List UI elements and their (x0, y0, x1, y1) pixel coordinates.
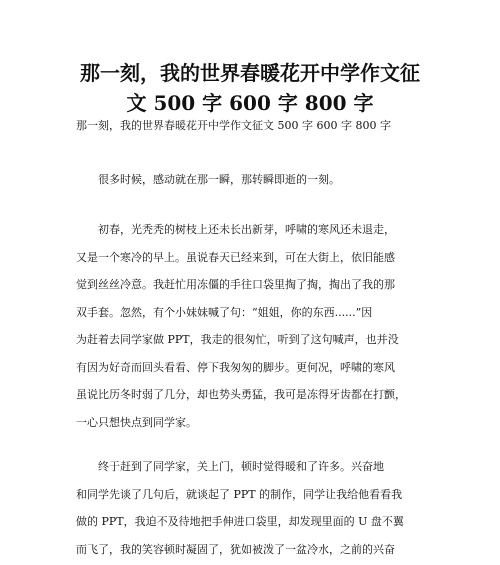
paragraph-line: 觉到丝丝冷意。我赶忙用冻僵的手往口袋里掏了掏，掏出了我的那 (76, 278, 395, 291)
paragraph-line: 终于赶到了同学家，关上门，顿时觉得暖和了许多。兴奋地 (76, 460, 384, 473)
paragraph-line: 虽说比历冬时弱了几分，却也势头勇猛，我可是冻得牙齿都在打颤， (76, 388, 406, 401)
paragraph (76, 216, 436, 436)
paragraph-line: 一心只想快点到同学家。 (76, 415, 197, 429)
paragraph-line: 又是一个寒冷的早上。虽说春天已经来到，可在大街上，依旧能感 (76, 250, 395, 264)
paragraph-line: 为赶着去同学家做 PPT，我走的很匆忙，听到了这句喊声，也并没 (76, 333, 399, 346)
paragraph-line: 很多时候，感动就在那一瞬，那转瞬即逝的一刻。 (76, 173, 340, 186)
paragraph (76, 166, 436, 194)
paragraph-line: 而飞了，我的笑容顿时凝固了，犹如被泼了一盆冷水，之前的兴奋 (76, 542, 395, 556)
paragraph-line: 初春，光秃秃的树枝上还未长出新芽，呼啸的寒风还未退走， (76, 223, 395, 236)
paragraph-line: 和同学先谈了几句后，就谈起了 PPT 的制作，同学让我给他看看我 (76, 487, 403, 501)
document-subtitle: 那一刻，我的世界春暖花开中学作文征文 500 字 600 字 800 字 (76, 119, 391, 132)
paragraph-line: 双手套。忽然，有个小妹妹喊了句：“姐姐，你的东西......”因 (76, 305, 373, 319)
document-title (40, 58, 460, 118)
title-line-1: 那一刻，我的世界春暖花开中学作文征 (80, 61, 420, 85)
paragraph-line: 做的 PPT，我迫不及待地把手伸进口袋里，却发现里面的 U 盘不翼 (76, 515, 404, 528)
paragraph (76, 453, 436, 563)
paragraph-line: 有因为好奇而回头看看、停下我匆匆的脚步。更何况，呼啸的寒风 (76, 360, 395, 374)
title-line-2: 文 500 字 600 字 800 字 (126, 91, 374, 115)
